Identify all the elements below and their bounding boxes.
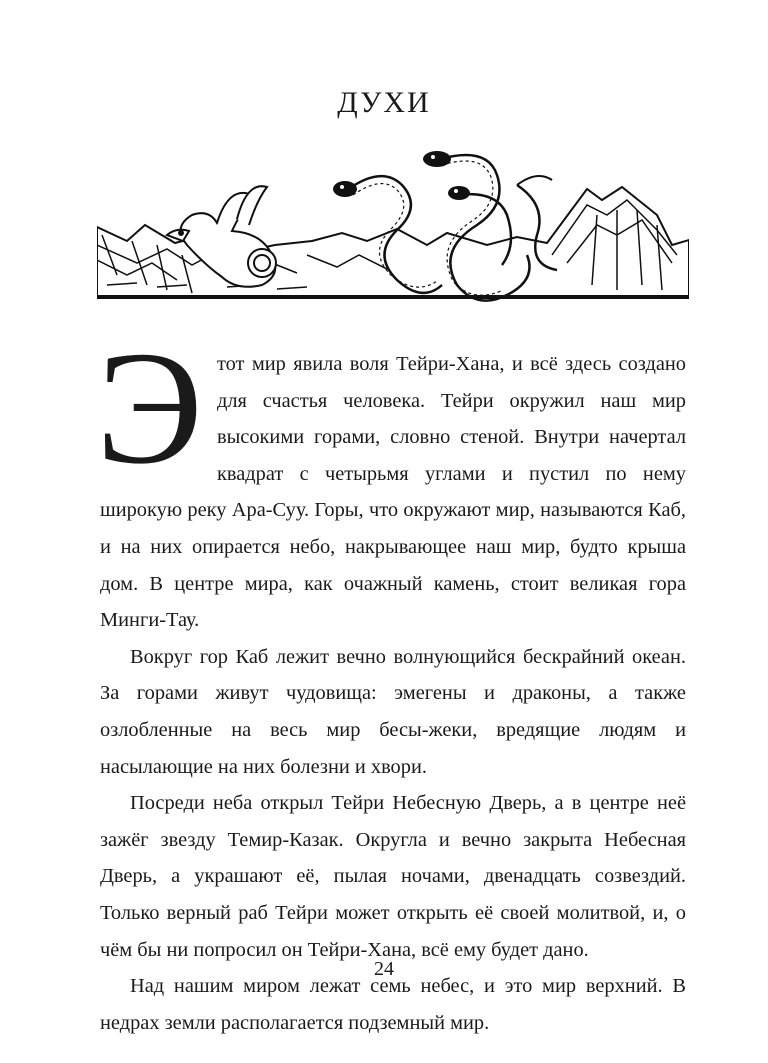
body-text — [96, 319, 686, 1041]
paragraph: Над нашим миром лежат семь небес, и это мир верхний. В недрах земли располагается подземный мир. — [100, 975, 686, 1034]
page-number: 24 — [374, 958, 394, 980]
paragraph: Этот мир явила воля Тейри-Хана, и всё здесь создано для счастья человека. Тейри окружил наш мир высокими горами, словно стеной. Внутри начертал квадрат с четырьмя углами и пустил по нему широкую реку Ара-Суу. Горы, что окружают мир, называются Каб, и на них опирается небо, накрывающее наш мир, будто крыша дом. В центре мира, как очажный камень, стоит великая гора Минги-Тау. — [96, 319, 686, 632]
paragraph: Посреди неба открыл Тейри Небесную Дверь, а в центре неё зажёг звезду Темир-Казак. Округла и вечно закрыта Небесная Дверь, а украшают её, пылая ночами, двенадцать созвездий. Только верный раб Тейри может открыть её своей молитвой, и, о чём бы ни попросил он Тейри-Хана, всё ему будет дано. — [100, 792, 686, 961]
chapter-title: ДУХИ — [337, 86, 431, 119]
paragraph: Вокруг гор Каб лежит вечно волнующийся бескрайний океан. За горами живут чудовища: эмегены и драконы, а также озлобленные на весь мир бесы-жеки, вредящие людям и насылающие на них болезни и хвори. — [100, 645, 686, 778]
drop-cap: Э — [96, 319, 203, 498]
mountains-serpents-dragon-illustration — [97, 145, 689, 310]
